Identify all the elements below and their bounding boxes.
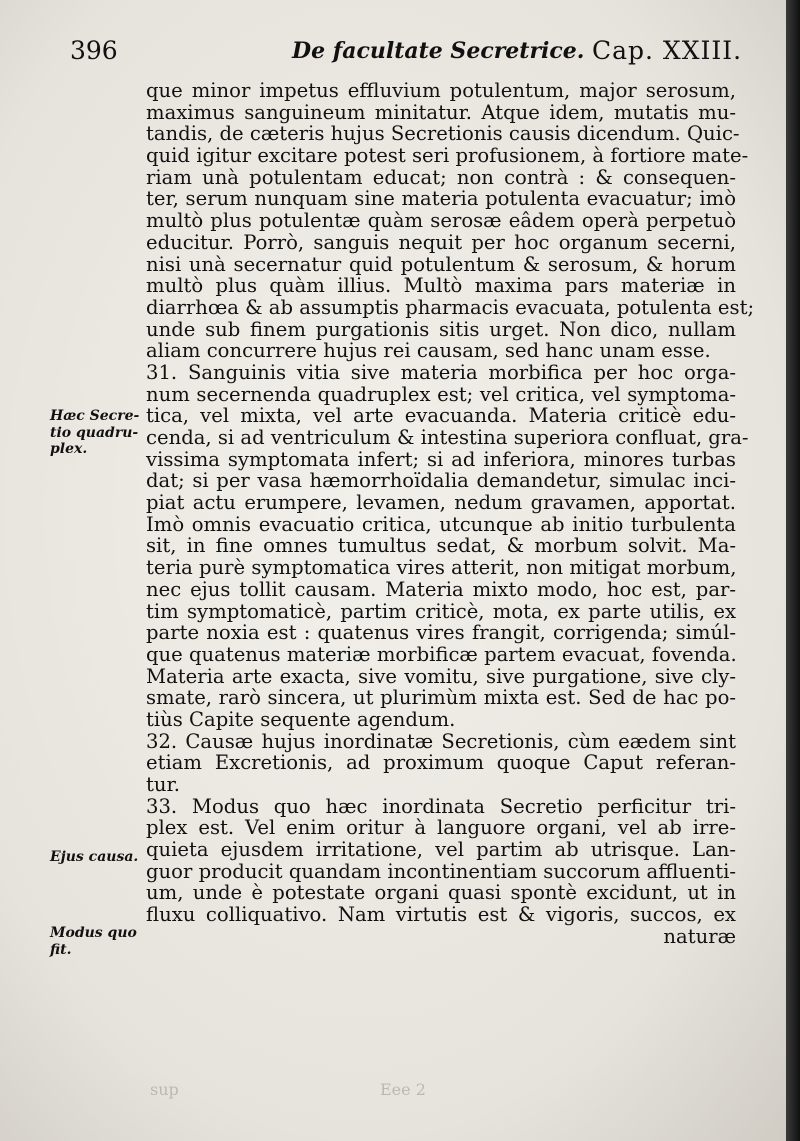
text-line: nec ejus tollit causam. Materia mixto modo, hoc est, par-: [146, 577, 736, 601]
text-line: maximus sanguineum minitatur. Atque idem, mutatis mu-: [146, 100, 736, 124]
text-line: 33. Modus quo hæc inordinata Secretio perficitur tri-: [146, 794, 736, 818]
margin-note-modus-quo-fit: Modus quo fit.: [50, 925, 137, 958]
text-line: plex est. Vel enim oritur à languore organi, vel ab irre-: [146, 816, 736, 840]
text-line: vissima symptomata infert; si ad inferiora, minores turbas: [146, 447, 736, 471]
page-edge-shadow: [786, 0, 800, 1141]
text-line: Imò omnis evacuatio critica, utcunque ab initio turbulenta: [146, 512, 736, 536]
text-line: quieta ejusdem irritatione, vel partim ab utrisque. Lan-: [146, 838, 736, 862]
text-line: tim symptomaticè, partim criticè, mota, ex parte utilis, ex: [146, 599, 736, 623]
text-line: multò plus potulentæ quàm serosæ eâdem operà perpetuò: [146, 209, 736, 233]
text-line: tica, vel mixta, vel arte evacuanda. Materia criticè edu-: [146, 404, 736, 428]
text-line: parte noxia est : quatenus vires frangit, corrigenda; simúl-: [146, 621, 736, 645]
text-line: um, unde è potestate organi quasi spontè excidunt, ut in: [146, 881, 736, 905]
text-line: guor producit quandam incontinentiam succorum affluenti-: [146, 859, 736, 883]
text-line: que quatenus materiæ morbificæ partem evacuat, fovenda.: [146, 642, 737, 666]
footer-faded-text: sup: [150, 1080, 179, 1099]
text-line: tur.: [146, 773, 180, 796]
text-line: unde sub finem purgationis sitis urget. Non dico, nullam: [146, 317, 736, 341]
text-line: tandis, de cæteris hujus Secretionis causis dicendum. Quic-: [146, 122, 740, 146]
running-title: De facultate Secretrice.: [292, 38, 585, 64]
text-line: num secernenda quadruplex est; vel critica, vel symptoma-: [146, 382, 736, 406]
text-line: piat actu erumpere, levamen, nedum gravamen, apportat.: [146, 491, 736, 515]
text-line: multò plus quàm illius. Multò maxima pars materiæ in: [146, 274, 736, 298]
text-line: etiam Excretionis, ad proximum quoque Caput referan-: [146, 751, 736, 775]
chapter-label: Cap. XXIII.: [592, 36, 743, 65]
text-line: nisi unà secernatur quid potulentum & serosum, & horum: [146, 252, 736, 276]
page-header: [0, 36, 800, 72]
text-line: dat; si per vasa hæmorrhoïdalia demandetur, simulac inci-: [146, 469, 736, 493]
text-line: fluxu colliquativo. Nam virtutis est & vigoris, succos, ex: [146, 903, 736, 927]
text-line: sit, in fine omnes tumultus sedat, & morbum solvit. Ma-: [146, 534, 736, 558]
page-number: 396: [70, 36, 118, 65]
margin-note-haec-secretio: Hæc Secre- tio quadru- plex.: [50, 408, 140, 457]
text-line: educitur. Porrò, sanguis nequit per hoc organum secerni,: [146, 230, 736, 254]
text-line: tiùs Capite sequente agendum.: [146, 707, 456, 731]
text-line: aliam concurrere hujus rei causam, sed hanc unam esse.: [146, 339, 711, 363]
text-line: que minor impetus effluvium potulentum, major serosum,: [146, 79, 736, 102]
text-line: cenda, si ad ventriculum & intestina superiora confluat, gra-: [146, 426, 749, 449]
text-line: teria purè symptomatica vires atterit, non mitigat morbum,: [146, 556, 737, 580]
text-line: Materia arte exacta, sive vomitu, sive purgatione, sive cly-: [146, 664, 736, 688]
text-line: riam unà potulentam educat; non contrà : & consequen-: [146, 165, 736, 189]
text-line: smate, rarò sincera, ut plurimùm mixta est. Sed de hac po-: [146, 686, 736, 710]
text-line: diarrhœa & ab assumptis pharmacis evacuata, potulenta est;: [146, 295, 755, 319]
margin-note-ejus-causa: Ejus causa.: [50, 849, 139, 865]
text-line: 32. Causæ hujus inordinatæ Secretionis, cùm eædem sint: [146, 729, 736, 753]
text-line: naturæ: [663, 924, 736, 948]
body-text: [146, 79, 755, 948]
signature-mark: Eee 2: [380, 1080, 426, 1099]
page-footer: [150, 1080, 740, 1104]
text-line: 31. Sanguinis vitia sive materia morbifica per hoc orga-: [146, 360, 736, 384]
text-line: ter, serum nunquam sine materia potulenta evacuatur; imò: [146, 187, 736, 211]
text-line: quid igitur excitare potest seri profusionem, à fortiore mate-: [146, 144, 749, 168]
